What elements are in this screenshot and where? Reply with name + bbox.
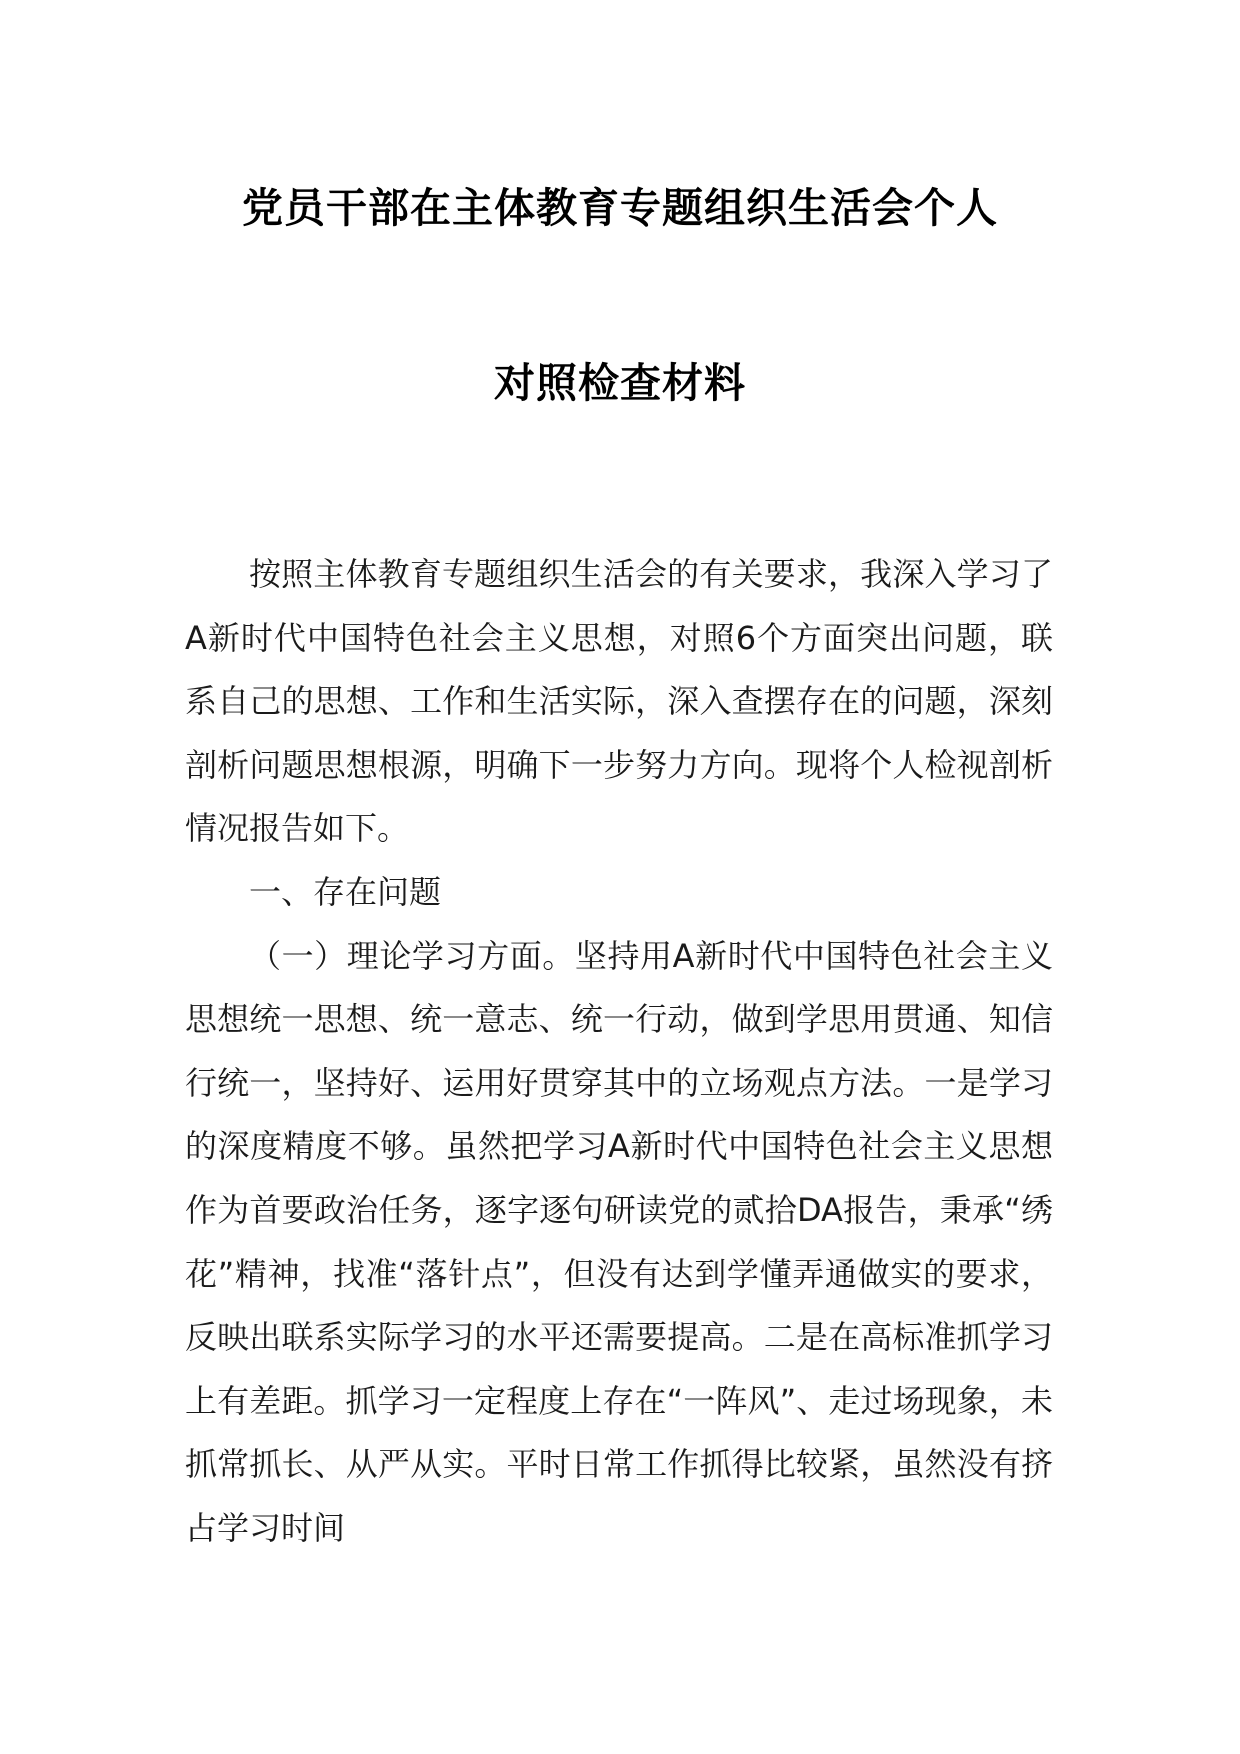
document-body	[185, 543, 1053, 1561]
document-title-line-2: 对照检查材料	[494, 359, 746, 407]
section-heading: 一、存在问题	[249, 872, 442, 911]
theory-study-paragraph: （一）理论学习方面。坚持用A新时代中国特色社会主义思想统一思想、统一意志、统一行动，做到学思用贯通、知信行统一，坚持好、运用好贯穿其中的立场观点方法。一是学习的深度精度不够。虽然把学习A新时代中国特色社会主义思想作为首要政治任务，逐字逐句研读党的贰拾DA报告，秉承“绣花”精神，找准“落针点”，但没有达到学懂弄通做实的要求，反映出联系实际学习的水平还需要提高。二是在高标准抓学习上有差距。抓学习一定程度上存在“一阵风”、走过场现象，未抓常抓长、从严从实。平时日常工作抓得比较紧，虽然没有挤占学习时间	[185, 936, 1053, 1547]
intro-paragraph: 按照主体教育专题组织生活会的有关要求，我深入学习了A新时代中国特色社会主义思想，对照6个方面突出问题，联系自己的思想、工作和生活实际，深入查摆存在的问题，深刻剖析问题思想根源，明确下一步努力方向。现将个人检视剖析情况报告如下。	[185, 555, 1053, 848]
document-title-line-1: 党员干部在主体教育专题组织生活会个人	[242, 184, 998, 232]
